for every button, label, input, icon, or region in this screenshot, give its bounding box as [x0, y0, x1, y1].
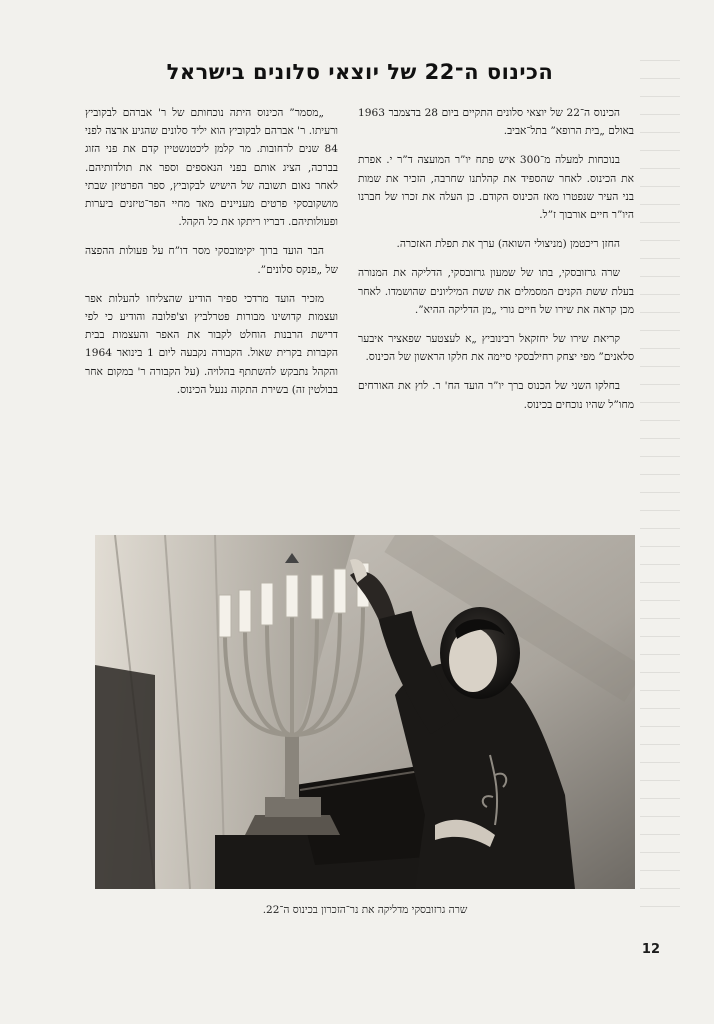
- paragraph: מזכיר הועד מרדכי ספיר הודיע שהצליחו להעלות אפר ועצמות קדושינו מבורות פטרלביץ וצ'פלובה והודיע כי לפי דרישת הרבנות הוחלט לקבור את האפר והעצמות בבית הקברות בקרית שאול. הקבורה נקבעה ליום 1 בינואר 1964 והקהל נתבקש להשתתף בהלויה. (על הקבורה ר' במקום אחר בבולטין זה) בשירת התקוה ננעל הכינוס.: [85, 292, 338, 396]
- photo-caption: שרה גרזובסקי מדליקה את נר־הזכרון בכינוס ה־22.: [262, 904, 468, 916]
- paragraph: שרה גרזובסקי, בתו של שמעון גרזובסקי, הדליקה את המנורה בעלת ששת הקנים המסמלים את ששת המיליונים שהושמדו. לאחר מכן קראה את שירו של חיים גורי „מן הדליקה ההיא”.: [358, 267, 634, 316]
- paragraph: קריאת שירו של יחזקאל רבינוביץ „א לעצטער שפאציר איבער סלאנים” מפי יצחק רחילבסקי סיימה את חלקו הראשון של הכינוס.: [358, 333, 634, 364]
- paragraph: בנוכחות למעלה מ־300 איש פתח יו”ר המועצה ד”ר י. אפרת את הכינוס. לאחר שהספיד את קהלתנו שחרבה, הזכיר את שמות בני העיר שנפטרו מאז הכינוס הקודם. כן העלה את זכרו של חברנו היו”ר חיים אורבוך ז”ל.: [358, 154, 634, 222]
- show-through-texture: [640, 60, 680, 910]
- paragraph: בחלקו השני של הכנוס ברך יו”ר הועד הח' ר. לוץ את האורחים מחו”ל שהיו נוכחים בכינוס.: [358, 380, 634, 411]
- left-text-column: [85, 104, 338, 410]
- right-text-column: [358, 104, 634, 425]
- article-headline: הכינוס ה־22 של יוצאי סלונים בישראל: [166, 60, 554, 84]
- menorah-lighting-photo: [95, 535, 635, 889]
- paragraph: הכינוס ה־22 של יוצאי סלונים התקיים ביום 28 בדצמבר 1963 באולם „בית הרופא” בתל־אביב.: [358, 107, 634, 138]
- paragraph: החזן ריכטמן (מניצולי השואה) ערך את תפלת האזכרה.: [396, 238, 620, 251]
- paragraph: הבר הועד ברוך יקימובסקי מסר דו”ח על פעולות ההפצה של „פנקס סלונים”.: [85, 245, 338, 276]
- page-number: 12: [641, 942, 660, 957]
- paragraph: „מסמר” הכינוס היתה נוכחותם של ר' אברהם לבקוביץ ורעיתו. ר' אברהם לבקוביץ הוא יליד סלונים שהגיע ארצה לפני 84 שנים לרחובות. מר קלמן ליכטנשטיין קדם את פני הזוג בברכה, הציג אותם בפני הנאספים וספר את תולדותיהם. לאחר נאום תשובה של הישיש לבקוביץ, ספר הפרטיזן שבתי מושקובסקי פרטים מעניינים מאד מחיי הפר־טיזנים ביערות ופעולותיהם. דבריו ריתקו את כל הקהל.: [85, 107, 338, 229]
